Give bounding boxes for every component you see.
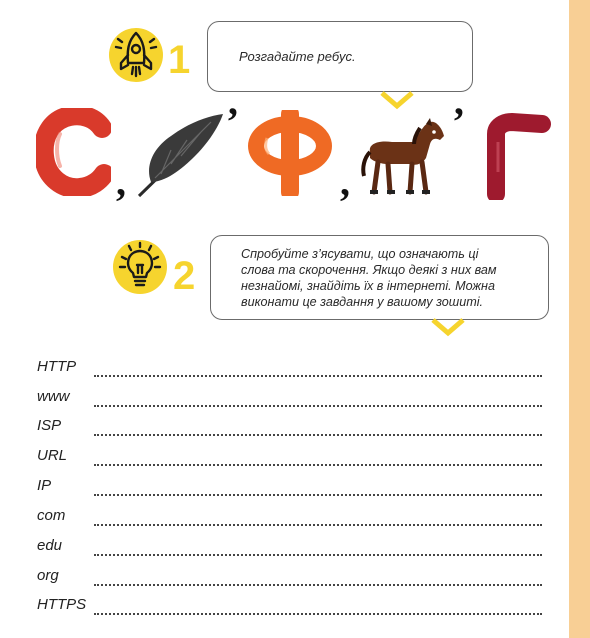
term-label: IP [37,477,52,494]
answer-line[interactable] [94,524,542,526]
task-1-callout [207,21,473,92]
rebus-comma-1: , [116,159,126,204]
answer-line[interactable] [94,464,542,466]
answer-line[interactable] [94,405,542,407]
task-1-number: 1 [168,38,191,82]
task-2-number: 2 [173,254,196,298]
horse-image [358,118,448,198]
answer-line[interactable] [94,494,542,496]
task-2-instruction [241,246,497,310]
answer-line[interactable] [94,375,542,377]
answer-line[interactable] [94,434,542,436]
page-edge-strip [569,0,590,638]
feather-image [131,110,229,202]
term-label: HTTP [37,358,77,375]
task-2-callout [210,235,549,320]
term-label: edu [37,537,63,554]
task-2-instruction-line: слова та скорочення. Якщо деякі з них вам [241,263,497,277]
term-label: HTTPS [37,596,87,613]
term-row [37,477,542,501]
rebus-letter-s [36,108,111,196]
term-row [37,537,542,561]
term-row [37,447,542,471]
term-row [37,358,542,382]
answer-line[interactable] [94,613,542,615]
term-label: www [37,388,70,405]
term-row [37,507,542,531]
chevron-down-icon [379,89,415,111]
lightbulb-icon [112,239,168,295]
term-label: URL [37,447,68,464]
term-row [37,388,542,412]
rebus-apostrophe-2: ’ [452,99,466,144]
task-2-instruction-line: Спробуйте з’ясувати, що означають ці [241,247,479,261]
rebus-letter-f [247,110,333,196]
answer-line[interactable] [94,584,542,586]
term-label: com [37,507,66,524]
task-2-instruction-line: виконати це завдання у вашому зошиті. [241,295,484,309]
rebus-comma-2: , [340,159,350,204]
chevron-down-icon [430,316,466,338]
rebus-apostrophe-1: ’ [226,99,240,144]
term-row [37,417,542,441]
answer-line[interactable] [94,554,542,556]
term-label: org [37,567,59,584]
task-1-instruction: Розгадайте ребус. [239,49,356,64]
rebus-letter-g [482,112,552,200]
term-row [37,567,542,591]
rocket-icon [108,27,164,83]
task-2-instruction-line: незнайомі, знайдіть їх в інтернеті. Можна [241,279,495,293]
term-label: ISP [37,417,62,434]
term-row [37,596,542,620]
